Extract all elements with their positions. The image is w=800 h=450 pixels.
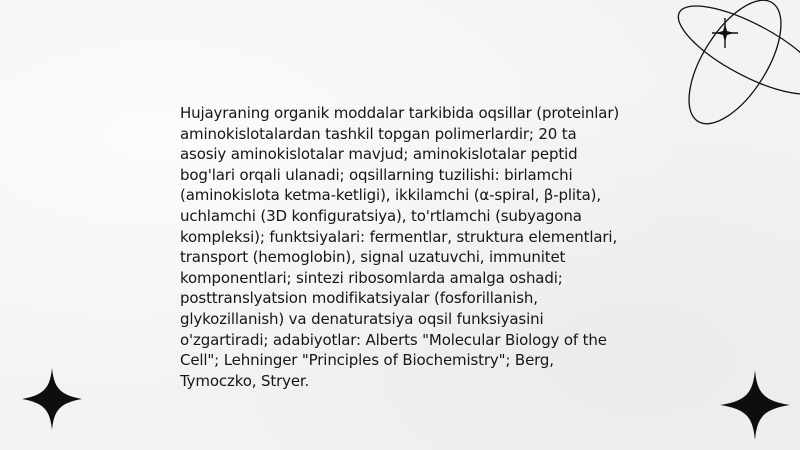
orbit-sparkle-icon: [640, 0, 800, 160]
star-icon: [720, 370, 790, 440]
star-icon: [22, 368, 82, 430]
slide-body-text: Hujayraning organik moddalar tarkibida oqsillar (proteinlar) aminokislotalardan tashkil topgan polimerlardir; 20 ta asosiy aminokislotalar mavjud; aminokislotalar peptid bog'lari orqali ulanadi; oqsillarning tuzilishi: birlamchi (aminokislota ketma-ketligi), ikkilamchi (α-spiral, β-plita), uchlamchi (3D konfiguratsiya), to'rtlamchi (subyagona kompleksi); funktsiyalari: fermentlar, struktura elementlari, transport (hemoglobin), signal uzatuvchi, immunitet komponentlari; sintezi ribosomlarda amalga oshadi; posttranslyatsion modifikatsiyalar (fosforillanish, glykozillanish) va denaturatsiya oqsil funksiyasini o'zgartiradi; adabiyotlar: Alberts "Molecular Biology of the Cell"; Lehninger "Principles of Biochemistry"; Berg, Tymoczko, Stryer.: [180, 104, 620, 390]
